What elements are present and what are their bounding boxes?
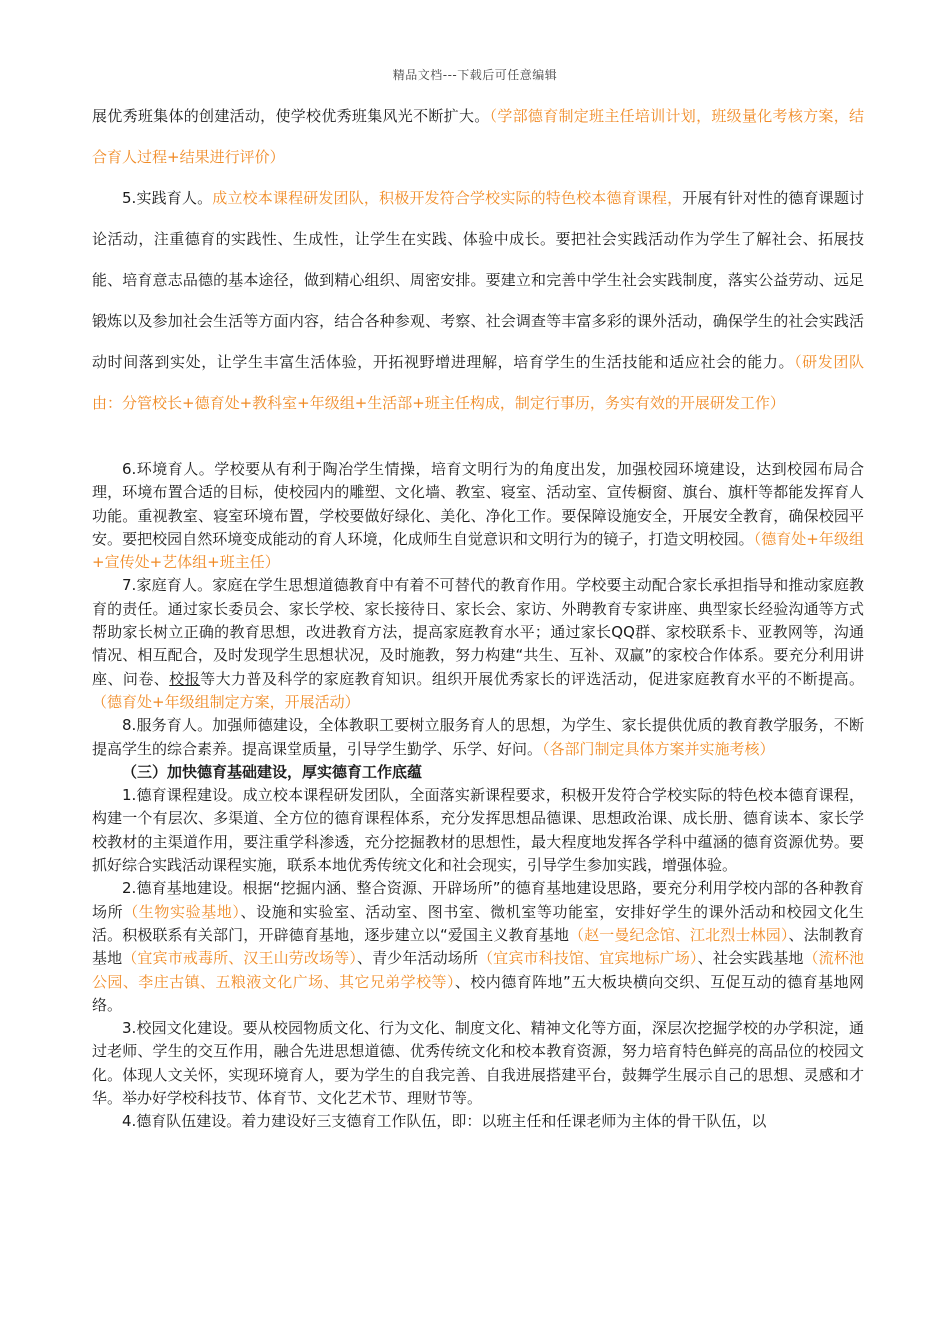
highlighted-note: （生物实验基地） (123, 902, 241, 921)
text-run: 、法制教育基地 (92, 925, 864, 968)
text-run: 、青少年活动场所 (356, 949, 479, 968)
highlighted-note: （流杯池公园、李庄古镇、五粮液文化广场、其它兄弟学校等） (92, 949, 864, 991)
highlighted-note: （学部德育制定班主任培训计划，班级量化考核方案，结合育人过程+结果进行评价） (92, 107, 864, 166)
text-run: 、设施和实验室、活动室、图书室、微机室等功能室，安排好学生的课外活动和校园文化生活。积极联系有关部门，开辟德育基地，逐步建立以“爱国主义教育基地 (92, 902, 864, 944)
highlighted-note: （各部门制定具体方案并实施考核） (542, 739, 775, 758)
highlighted-note: 成立校本课程研发团队，积极开发符合学校实际的特色校本德育课程， (212, 189, 683, 207)
text-run: 、校内德育阵地”五大板块横向交织、互促互动的德育基地网络。 (92, 972, 864, 1014)
section-heading: （三）加快德育基础建设，厚实德育工作底蕴 (122, 762, 423, 781)
text-run: 8.服务育人。加强师德建设，全体教职工要树立服务育人的思想，为学生、家长提供优质的教育教学服务，不断提高学生的综合素养。提高课堂质量，引导学生勤学、乐学、好问。 (92, 716, 864, 758)
document-body-main (92, 458, 864, 1134)
paragraph-family-education (92, 574, 864, 714)
text-run: 6.环境育人。学校要从有利于陶冶学生情操，培育文明行为的角度出发，加强校园环境建设，达到校园布局合理，环境布置合适的目标，使校园内的雕塑、文化墙、教室、寝室、活动室、宣传橱窗、旗台、旗杆等都能发挥育人功能。重视教室、寝室环境布置，学校要做好绿化、美化、净化工作。要保障设施安全，开展安全教育，确保校园平安。要把校园自然环境变成能动的育人环境，化成师生自觉意识和文明行为的镜子，打造文明校园。 (92, 460, 864, 548)
underlined-link-text: 校报 (169, 669, 201, 688)
text-run: 等大力普及科学的家庭教育知识。组织开展优秀家长的评选活动，促进家庭教育水平的不断提高。 (200, 669, 864, 688)
highlighted-note: （宜宾市戒毒所、汉王山劳改场等） (122, 949, 357, 968)
paragraph-environment-education (92, 458, 864, 574)
text-run: 4.德育队伍建设。着力建设好三支德育工作队伍，即：以班主任和任课老师为主体的骨干队伍，以 (122, 1112, 767, 1131)
paragraph-campus-culture (92, 1017, 864, 1110)
text-run: 3.校园文化建设。要从校园物质文化、行为文化、制度文化、精神文化等方面，深层次挖掘学校的办学积淀，通过老师、学生的交互作用，融合先进思想道德、优秀传统文化和校本教育资源，努力培育特色鲜亮的高品位的校园文化。体现人文关怀，实现环境育人，要为学生的自我完善、自我进展搭建平台，鼓舞学生展示自己的思想、灵感和才华。举办好学校科技节、体育节、文化艺术节、理财节等。 (92, 1019, 864, 1108)
highlighted-note: （德育处+年级组+宣传处+艺体组+班主任） (92, 529, 864, 572)
paragraph-practice-education (92, 178, 864, 424)
paragraph-curriculum (92, 784, 864, 877)
text-run: 2.德育基地建设。根据“挖掘内涵、整合资源、开辟场所”的德育基地建设思路，要充分利用学校内部的各种教育场所 (92, 879, 864, 921)
text-run: 开展有针对性的德育课题讨论活动，注重德育的实践性、生成性，让学生在实践、体验中成长。要把社会实践活动作为学生了解社会、拓展技能、培育意志品德的基本途径，做到精心组织、周密安排。要建立和完善中学生社会实践制度，落实公益劳动、远足锻炼以及参加社会生活等方面内容，结合各种参观、考察、社会调查等丰富多彩的课外活动，确保学生的社会实践活动时间落到实处，让学生丰富生活体验，开拓视野增进理解，培育学生的生活技能和适应社会的能力。 (92, 189, 864, 371)
text-run: 7.家庭育人。家庭在学生思想道德教育中有着不可替代的教育作用。学校要主动配合家长承担指导和推动家庭教育的责任。通过家长委员会、家长学校、家长接待日、家长会、家访、外聘教育专家讲座、典型家长经验沟通等方式帮助家长树立正确的教育思想，改进教育方法，提高家庭教育水平；通过家长QQ群、家校联系卡、亚教网等，沟通情况、相互配合，及时发现学生思想状况，及时施教，努力构建“共生、互补、双赢”的家校合作体系。要充分利用讲座、问卷、 (92, 576, 864, 688)
paragraph-class-collective (92, 96, 864, 178)
text-run: 展优秀班集体的创建活动，使学校优秀班集风光不断扩大。 (92, 107, 490, 125)
paragraph-team-building (92, 1110, 864, 1133)
highlighted-note: （赵一曼纪念馆、江北烈士林园） (568, 925, 789, 944)
page-header: 精品文档---下载后可任意编辑 (392, 68, 558, 82)
highlighted-note: （研发团队由：分管校长+德育处+教科室+年级组+生活部+班主任构成，制定行事历，务实有效的开展研发工作） (92, 353, 864, 412)
text-run: 1.德育课程建设。成立校本课程研发团队，全面落实新课程要求，积极开发符合学校实际的特色校本德育课程，构建一个有层次、多渠道、全方位的德育课程体系，充分发挥思想品德课、思想政治课、成长册、德育读本、家长学校教材的主渠道作用，要注重学科渗透，充分挖掘教材的思想性，最大程度地发挥各学科中蕴涵的德育资源优势。要抓好综合实践活动课程实施，联系本地优秀传统文化和社会现实，引导学生参加实践，增强体验。 (92, 786, 864, 875)
text-run: 、社会实践基地 (697, 949, 804, 968)
paragraph-service-education (92, 714, 864, 761)
highlighted-note: （德育处+年级组制定方案，开展活动） (92, 692, 360, 711)
paragraph-base-construction (92, 877, 864, 1017)
text-run: 5.实践育人。 (122, 189, 213, 207)
highlighted-note: （宜宾市科技馆、宜宾地标广场） (478, 949, 698, 968)
document-body-top (92, 96, 864, 424)
